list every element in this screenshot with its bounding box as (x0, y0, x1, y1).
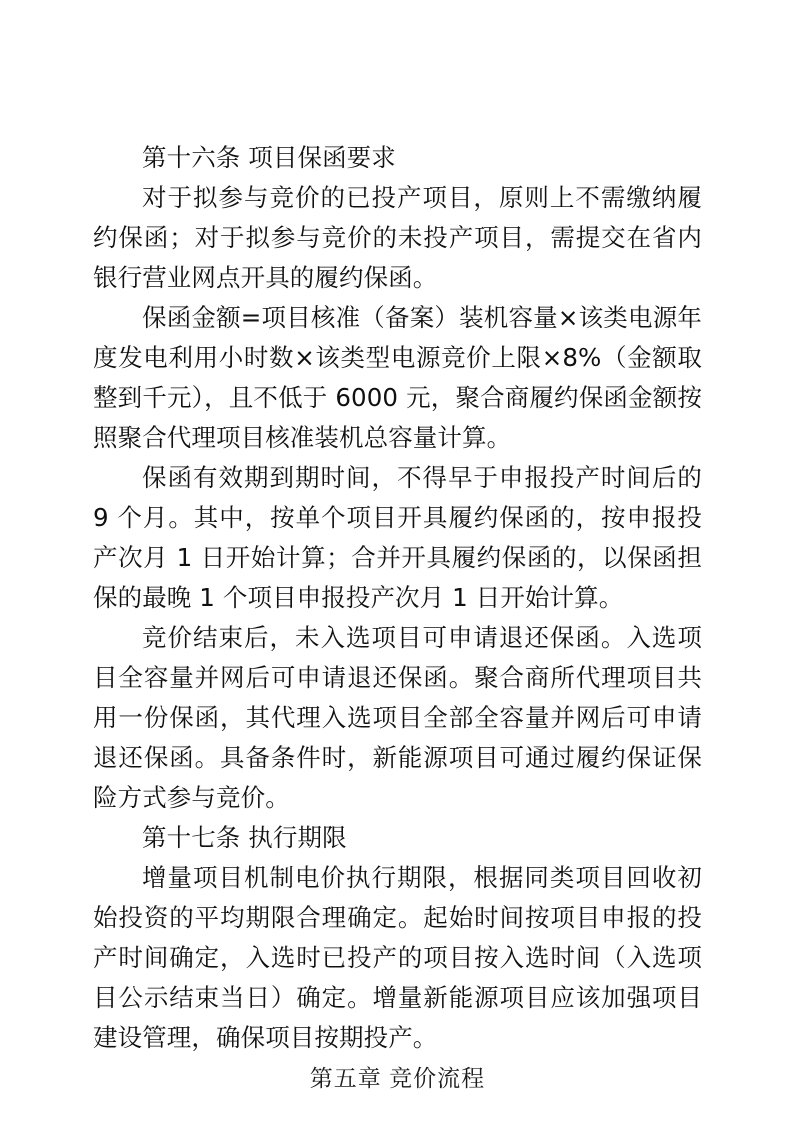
paragraph-execution-period: 增量项目机制电价执行期限，根据同类项目回收初始投资的平均期限合理确定。起始时间按项目申报的投产时间确定，入选时已投产的项目按入选时间（入选项目公示结束当日）确定。增量新能源项目应该加强项目建设管理，确保项目按期投产。 (93, 863, 702, 1052)
paragraph-guarantee-amount-formula: 保函金额=项目核准（备案）装机容量×该类电源年度发电利用小时数×该类型电源竞价上限×8%（金额取整到千元），且不低于 6000 元，聚合商履约保函金额按照聚合代理项目核准装机总容量计算。 (93, 303, 702, 452)
article-heading-17: 第十七条 执行期限 (142, 823, 347, 852)
document-text-column (93, 138, 702, 1098)
article-heading-16: 第十六条 项目保函要求 (142, 143, 396, 172)
paragraph-guarantee-validity-period: 保函有效期到期时间，不得早于申报投产时间后的 9 个月。其中，按单个项目开具履约保函的，按申报投产次月 1 日开始计算；合并开具履约保函的，以保函担保的最晚 1 个项目申报投产次月 1 日开始计算。 (93, 463, 702, 612)
paragraph-guarantee-requirement: 对于拟参与竞价的已投产项目，原则上不需缴纳履约保函；对于拟参与竞价的未投产项目，需提交在省内银行营业网点开具的履约保函。 (93, 183, 702, 292)
paragraph-guarantee-refund: 竞价结束后，未入选项目可申请退还保函。入选项目全容量并网后可申请退还保函。聚合商所代理项目共用一份保函，其代理入选项目全部全容量并网后可申请退还保函。具备条件时，新能源项目可通过履约保证保险方式参与竞价。 (93, 623, 702, 812)
chapter-heading-5: 第五章 竞价流程 (309, 1065, 486, 1091)
